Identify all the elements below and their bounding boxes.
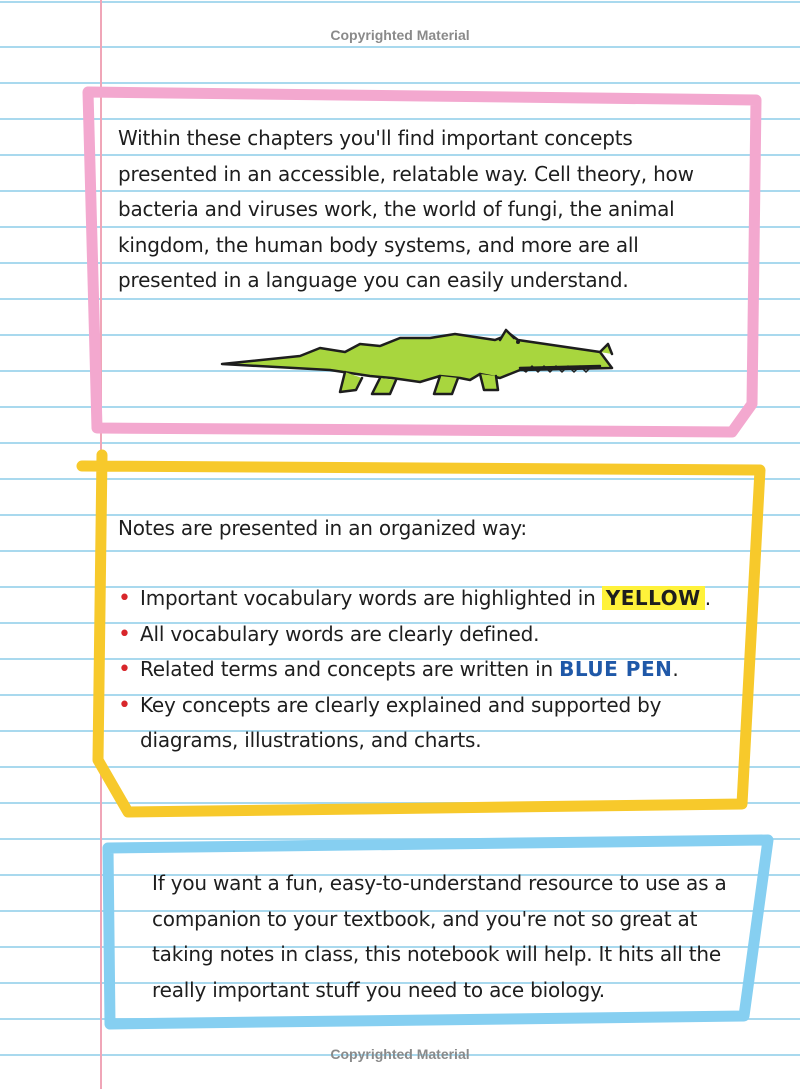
bullet-text: Important vocabulary words are highlighted in xyxy=(140,586,602,610)
notes-intro-text: Notes are presented in an organized way: xyxy=(118,516,527,540)
notes-intro xyxy=(118,511,758,547)
copyright-header: Copyrighted Material xyxy=(330,27,470,43)
copyright-footer: Copyrighted Material xyxy=(330,1046,470,1062)
notes-bullet-list xyxy=(118,581,758,759)
bullet-icon: • xyxy=(118,621,131,647)
bullet-text: Key concepts are clearly explained and supported by diagrams, illustrations, and charts. xyxy=(140,692,662,752)
list-item xyxy=(118,688,758,759)
list-item xyxy=(118,581,758,617)
list-item xyxy=(118,652,758,688)
bullet-text: Related terms and concepts are written in xyxy=(140,657,560,681)
list-item xyxy=(118,617,758,653)
closing-paragraph xyxy=(152,866,742,1008)
bullet-text: All vocabulary words are clearly defined. xyxy=(140,621,540,646)
blue-pen-text: BLUE PEN xyxy=(559,657,673,681)
crocodile-illustration xyxy=(222,330,612,394)
bullet-icon: • xyxy=(118,586,131,611)
bullet-text-end: . xyxy=(672,657,679,681)
intro-paragraph xyxy=(118,121,718,299)
yellow-highlight: YELLOW xyxy=(602,586,705,610)
closing-text: If you want a fun, easy-to-understand resource to use as a companion to your textbook, and you're not so great at taking notes in class, this notebook will help. It hits all the really important stuff you need to ace biology. xyxy=(152,871,727,1002)
bullet-text-end: . xyxy=(704,586,711,610)
bullet-icon: • xyxy=(118,657,131,682)
bullet-icon: • xyxy=(118,692,131,718)
intro-text: Within these chapters you'll find important concepts presented in an accessible, relatable way. Cell theory, how bacteria and viruses work, the world of fungi, the animal kingdom, the human body systems, and more are all presented in a language you can easily understand. xyxy=(118,126,694,292)
